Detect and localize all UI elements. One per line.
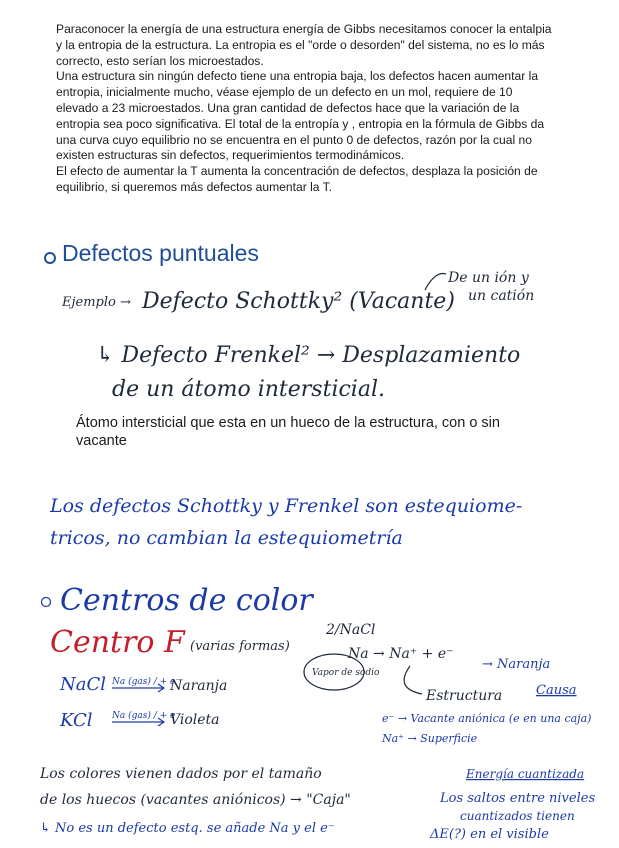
hw-kcl-arrow: Na (gas) / + e⁻ [112, 711, 181, 721]
hw-colores-line1: Los colores vienen dados por el tamaño [40, 766, 322, 782]
intersticial-note: Átomo intersticial que esta en un hueco de la estructura, con o sin vacante [76, 415, 500, 449]
hw-kcl-color: Violeta [170, 712, 220, 728]
hw-colores-line2: de los huecos (vacantes aniónicos) → "Caja" [40, 792, 351, 808]
hw-bullet-circle-icon [42, 598, 51, 607]
hw-energia-line1: Los saltos entre niveles [440, 791, 596, 806]
hw-estructura-arrow [404, 666, 422, 694]
hw-nacl-box: 2/NaCl [326, 622, 376, 638]
intro-paragraph-2: Una estructura sin ningún defecto tiene una entropia baja, los defectos hacen aumentar la entropia, inicialmente mucho, véase ejemplo de un defecto en un mol, requiere de 10 elevado a 23 microestados. Una gran cantidad de defectos hace que la variación de la entropia sea poco significativa. El total de la entropía y , entropia en la fórmula de Gibbs da una curva cuyo equilibrio no se encuentra en el punto 0 de defectos, razón por la cual no existen estructuras sin defectos, requerimientos termodinámicos. [56, 69, 545, 163]
hw-naranja-top: → Naranja [482, 657, 551, 672]
hw-ejemplo: Ejemplo → [62, 295, 131, 310]
hw-arrow-curve [425, 274, 446, 290]
hw-causa: Causa [536, 683, 577, 698]
hw-blue-note-line1: Los defectos Schottky y Frenkel son estequiome- [50, 495, 523, 517]
hw-estructura: Estructura [426, 688, 503, 704]
intro-paragraph-1: Paraconocer la energía de una estructura energía de Gibbs necesitamos conocer la entalpia y la entropia de la estructura. La entropia es el "orde o desorden" del sistema, no es lo más correcto, esto serían los microestados. [56, 22, 552, 68]
hw-superficie: Na⁺ → Superficie [382, 732, 478, 745]
hw-nacl: NaCl [60, 674, 107, 695]
hw-no-es-line: ↳ No es un defecto estq. se añade Na y el e⁻ [40, 821, 335, 836]
hw-schottky-note-2: un catión [468, 288, 535, 304]
hw-centros-title: Centros de color [60, 583, 313, 618]
hw-frenkel-line1: ↳ Defecto Frenkel² → Desplazamiento [96, 343, 521, 368]
hw-nacl-color: Naranja [170, 678, 228, 694]
hw-nacl-arrow: Na (gas) / + e⁻ [112, 677, 181, 687]
hw-energia-title: Energía cuantizada [466, 767, 585, 781]
hw-energia-line2: cuantizados tienen [460, 809, 575, 823]
hw-vapor: Vapor de sodio [312, 668, 380, 678]
section-title-defectos: Defectos puntuales [62, 240, 259, 266]
hw-vacante: e⁻ → Vacante aniónica (e en una caja) [382, 712, 592, 725]
hw-energia-line3: ΔE(?) en el visible [430, 827, 549, 842]
hw-centro-f-note: (varias formas) [190, 639, 290, 654]
hw-frenkel-line2: de un átomo intersticial. [112, 377, 385, 402]
hw-centro-f: Centro F [50, 625, 185, 660]
hw-kcl: KCl [60, 710, 93, 731]
intro-paragraph-3: El efecto de aumentar la T aumenta la concentración de defectos, desplaza la posición de equilibrio, si queremos más defectos aumentar la T. [56, 164, 538, 194]
hw-schottky: Defecto Schottky² (Vacante) [142, 289, 455, 314]
hw-reaction: Na → Na⁺ + e⁻ [348, 646, 454, 662]
hw-schottky-note-1: De un ión y [448, 270, 529, 286]
hw-blue-note-line2: tricos, no cambian la estequiometría [50, 527, 403, 549]
